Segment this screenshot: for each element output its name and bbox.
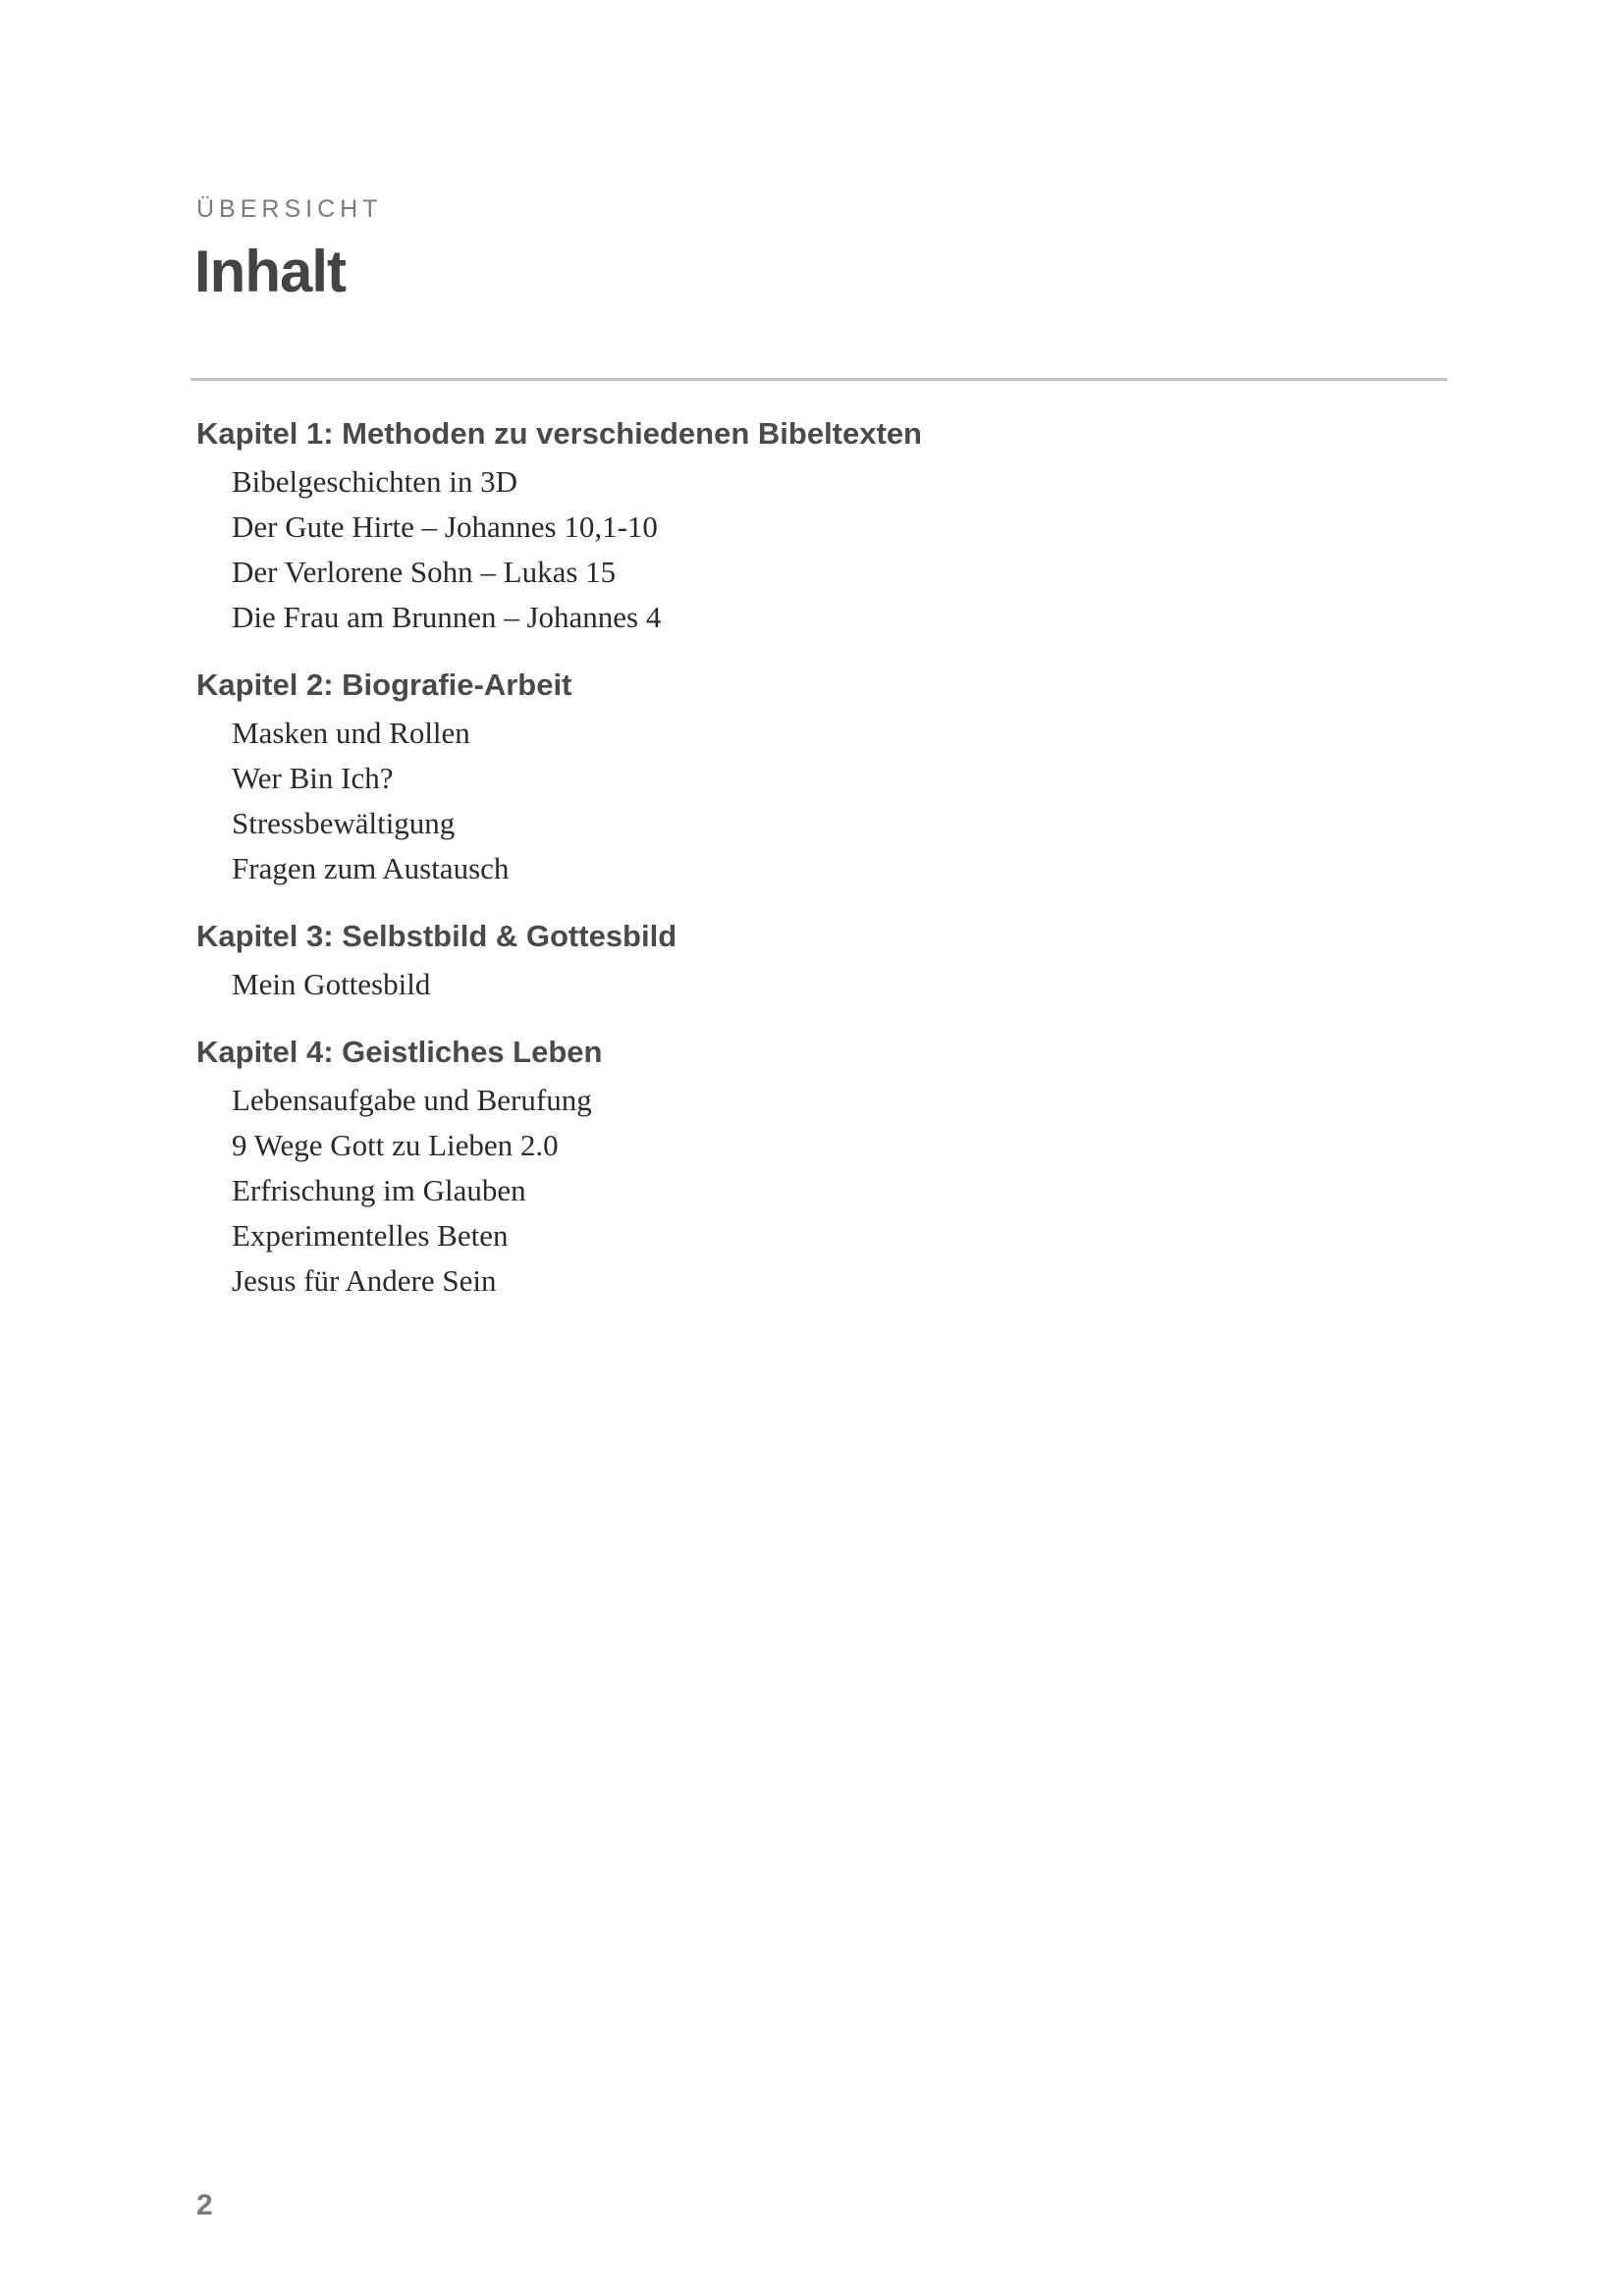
page-number: 2 [196,2189,213,2221]
toc-entry[interactable]: Der Verlorene Sohn – Lukas 15 [232,555,617,589]
toc-entry[interactable]: Stressbewältigung [232,806,456,840]
toc-entry[interactable]: 9 Wege Gott zu Lieben 2.0 [232,1128,559,1162]
page-title: Inhalt [194,239,346,304]
chapter-heading[interactable]: Kapitel 4: Geistliches Leben [196,1035,603,1069]
toc-entry[interactable]: Mein Gottesbild [232,967,431,1001]
toc-entry[interactable]: Bibelgeschichten in 3D [232,464,517,499]
toc-entry[interactable]: Fragen zum Austausch [232,851,510,885]
toc-entry[interactable]: Masken und Rollen [232,716,470,750]
table-of-contents [196,410,1424,1325]
chapter-1 [196,410,1424,640]
toc-entry[interactable]: Die Frau am Brunnen – Johannes 4 [232,600,662,634]
toc-entry[interactable]: Lebensaufgabe und Berufung [232,1083,592,1117]
toc-entry[interactable]: Erfrischung im Glauben [232,1173,526,1207]
toc-entry[interactable]: Jesus für Andere Sein [232,1263,497,1298]
chapter-heading[interactable]: Kapitel 2: Biografie-Arbeit [196,667,572,702]
toc-entry[interactable]: Wer Bin Ich? [232,761,394,795]
chapter-heading[interactable]: Kapitel 3: Selbstbild & Gottesbild [196,919,677,953]
chapter-3 [196,913,1424,1007]
chapter-4 [196,1029,1424,1304]
toc-entry[interactable]: Experimentelles Beten [232,1218,509,1253]
section-kicker: ÜBERSICHT [196,195,383,223]
chapter-2 [196,662,1424,891]
chapter-heading[interactable]: Kapitel 1: Methoden zu verschiedenen Bibeltexten [196,416,922,451]
toc-entry[interactable]: Der Gute Hirte – Johannes 10,1-10 [232,509,658,544]
title-divider [190,378,1447,381]
